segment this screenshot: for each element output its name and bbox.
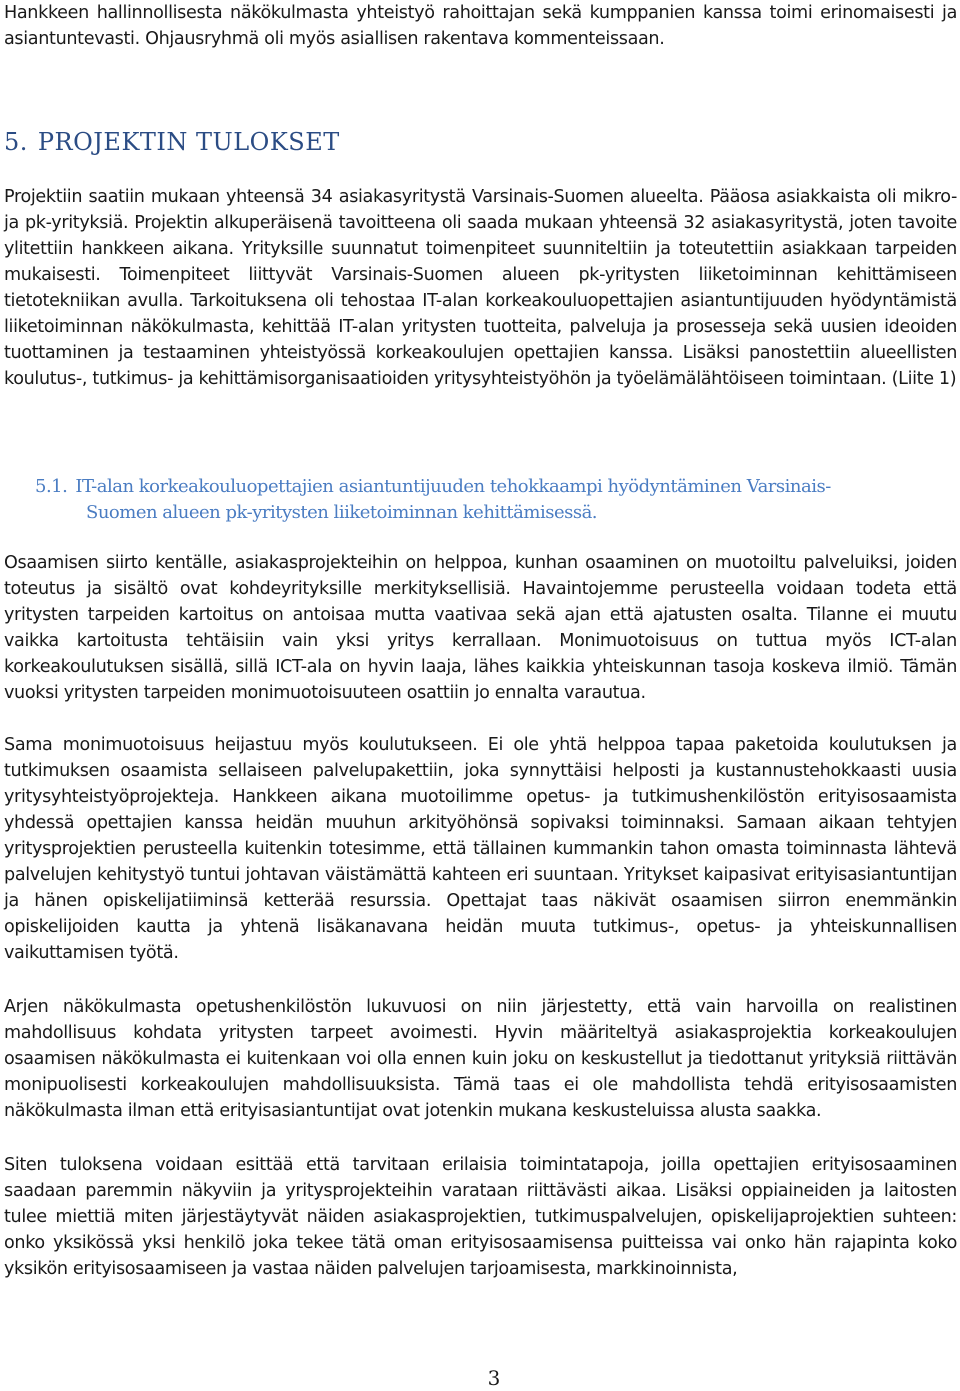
body-paragraph: Arjen näkökulmasta opetushenkilöstön lukuvuosi on niin järjestetty, että vain harvoilla on realistinen mahdollisuus kohdata yritysten tarpeet avoimesti. Hyvin määriteltyä asiakasprojektia korkeakoulujen osaamisen näkökulmasta ei kuitenkaan voi olla ennen kuin joku on keskustellut ja tiedottanut yrityksiä riittävän monipuolisesti korkeakoulujen mahdollisuuksista. Tämä taas ei ole mahdollista tehdä erityisosaamisten näkökulmasta ilman että erityisasiantuntijat ovat jotenkin mukana keskusteluissa alusta saakka. xyxy=(4,997,957,1121)
body-paragraph: Sama monimuotoisuus heijastuu myös koulutukseen. Ei ole yhtä helppoa tapaa paketoida koulutuksen ja tutkimuksen osaamista sellaiseen palvelupakettiin, joka synnyttäisi helposti ja kustannustehokkaasti uusia yritysyhteistyöprojekteja. Hankkeen aikana muotoilimme opetus- ja tutkimushenkilöstön erityisosaamista yhdessä opettajien kanssa heidän muuhun arkityöhönsä sopivaksi toiminnaksi. Samaan aikaan tehtyjen yritysprojektien perusteella kuitenkin totesimme, että tällainen kummankin tahon omasta toiminnasta lähtevä palvelujen kehitystyö tuntui johtavan väistämättä kahteen eri suuntaan. Yritykset kaipasivat erityisasiantuntijan ja hänen opiskelijatiiminsä ketterää resurssia. Opettajat taas näkivät osaamisen siirron enemmänkin opiskelijoiden kautta ja yhtenä lisäkanavana heidän muuta tutkimus-, opetus- ja yhteiskunnallisen vaikuttamisen työtä. xyxy=(4,735,957,963)
subsection-title-line1: IT-alan korkeakouluopettajien asiantuntijuuden tehokkaampi hyödyntäminen Varsinais- xyxy=(75,476,831,497)
results-paragraph: Projektiin saatiin mukaan yhteensä 34 asiakasyritystä Varsinais-Suomen alueelta. Pääosa asiakkaista oli mikro- ja pk-yrityksiä. Projektin alkuperäisenä tavoitteena oli saada mukaan yhteensä 32 asiakasyritystä, joten tavoite ylitettiin hankkeen aikana. Yrityksille suunnatut toimenpiteet suunniteltiin ja toteutettiin asiakkaan tarpeiden mukaisesti. Toimenpiteet liittyvät Varsinais-Suomen alueen pk-yritysten liiketoiminnan kehittämiseen tietotekniikan avulla. Tarkoituksena oli tehostaa IT-alan korkeakouluopettajien asiantuntijuuden hyödyntämistä liiketoiminnan näkökulmasta, kehittää IT-alan yritysten tuotteita, palveluja ja prosesseja sekä uusien ideoiden tuottaminen ja testaaminen yhteistyössä korkeakoulujen opettajien kanssa. Lisäksi panostettiin alueellisten koulutus-, tutkimus- ja kehittämisorganisaatioiden yritysyhteistyöhön ja työelämälähtöiseen toimintaan. (Liite 1) xyxy=(4,187,957,389)
section-title: PROJEKTIN TULOKSET xyxy=(37,128,340,156)
intro-paragraph: Hankkeen hallinnollisesta näkökulmasta yhteistyö rahoittajan sekä kumppanien kanssa toimi erinomaisesti ja asiantuntevasti. Ohjausryhmä oli myös asiallisen rakentava kommenteissaan. xyxy=(4,3,957,49)
body-paragraph: Osaamisen siirto kentälle, asiakasprojekteihin on helppoa, kunhan osaaminen on muotoiltu palveluiksi, joiden toteutus ja sisältö ovat kohdeyrityksille merkityksellisiä. Havaintojemme perusteella voidaan todeta että yritysten tarpeiden kartoitus on antoisaa mutta vaativaa sekä ajan että ajatusten osalta. Tilanne ei muutu vaikka kartoitusta tehtäisiin vain yksi yritys kerrallaan. Monimuotoisuus on tuttua myös ICT-alan korkeakoulutuksen sisällä, sillä ICT-ala on hyvin laaja, lähes kaikkia yhteiskunnan tasoja koskeva ilmiö. Tämän vuoksi yritysten tarpeiden monimuotoisuuteen osattiin jo ennalta varautua. xyxy=(4,553,957,703)
section-heading-5 xyxy=(4,128,340,156)
section-number: 5. xyxy=(4,128,28,156)
subsection-number: 5.1. xyxy=(35,476,68,497)
document-page xyxy=(4,0,957,1279)
body-paragraph: Siten tuloksena voidaan esittää että tarvitaan erilaisia toimintatapoja, joilla opettajien erityisosaaminen saadaan paremmin näkyviin ja yritysprojekteihin varataan riittävästi aikaa. Lisäksi oppiaineiden ja laitosten tulee miettiä miten järjestäytyvät näiden asiakasprojektien, tutkimuspalvelujen, opiskelijaprojektien suhteen: onko yksikössä yksi henkilö joka tekee tätä oman erityisosaamisensa puitteissa vai onko hän rajapinta koko yksikön erityisosaamiseen ja vastaa näiden palvelujen tarjoamisesta, markkinoinnista, xyxy=(4,1155,957,1279)
subsection-title-line2: Suomen alueen pk-yritysten liiketoiminnan kehittämisessä. xyxy=(86,502,598,523)
subsection-heading-5-1 xyxy=(35,474,945,526)
page-number: 3 xyxy=(487,1366,501,1390)
